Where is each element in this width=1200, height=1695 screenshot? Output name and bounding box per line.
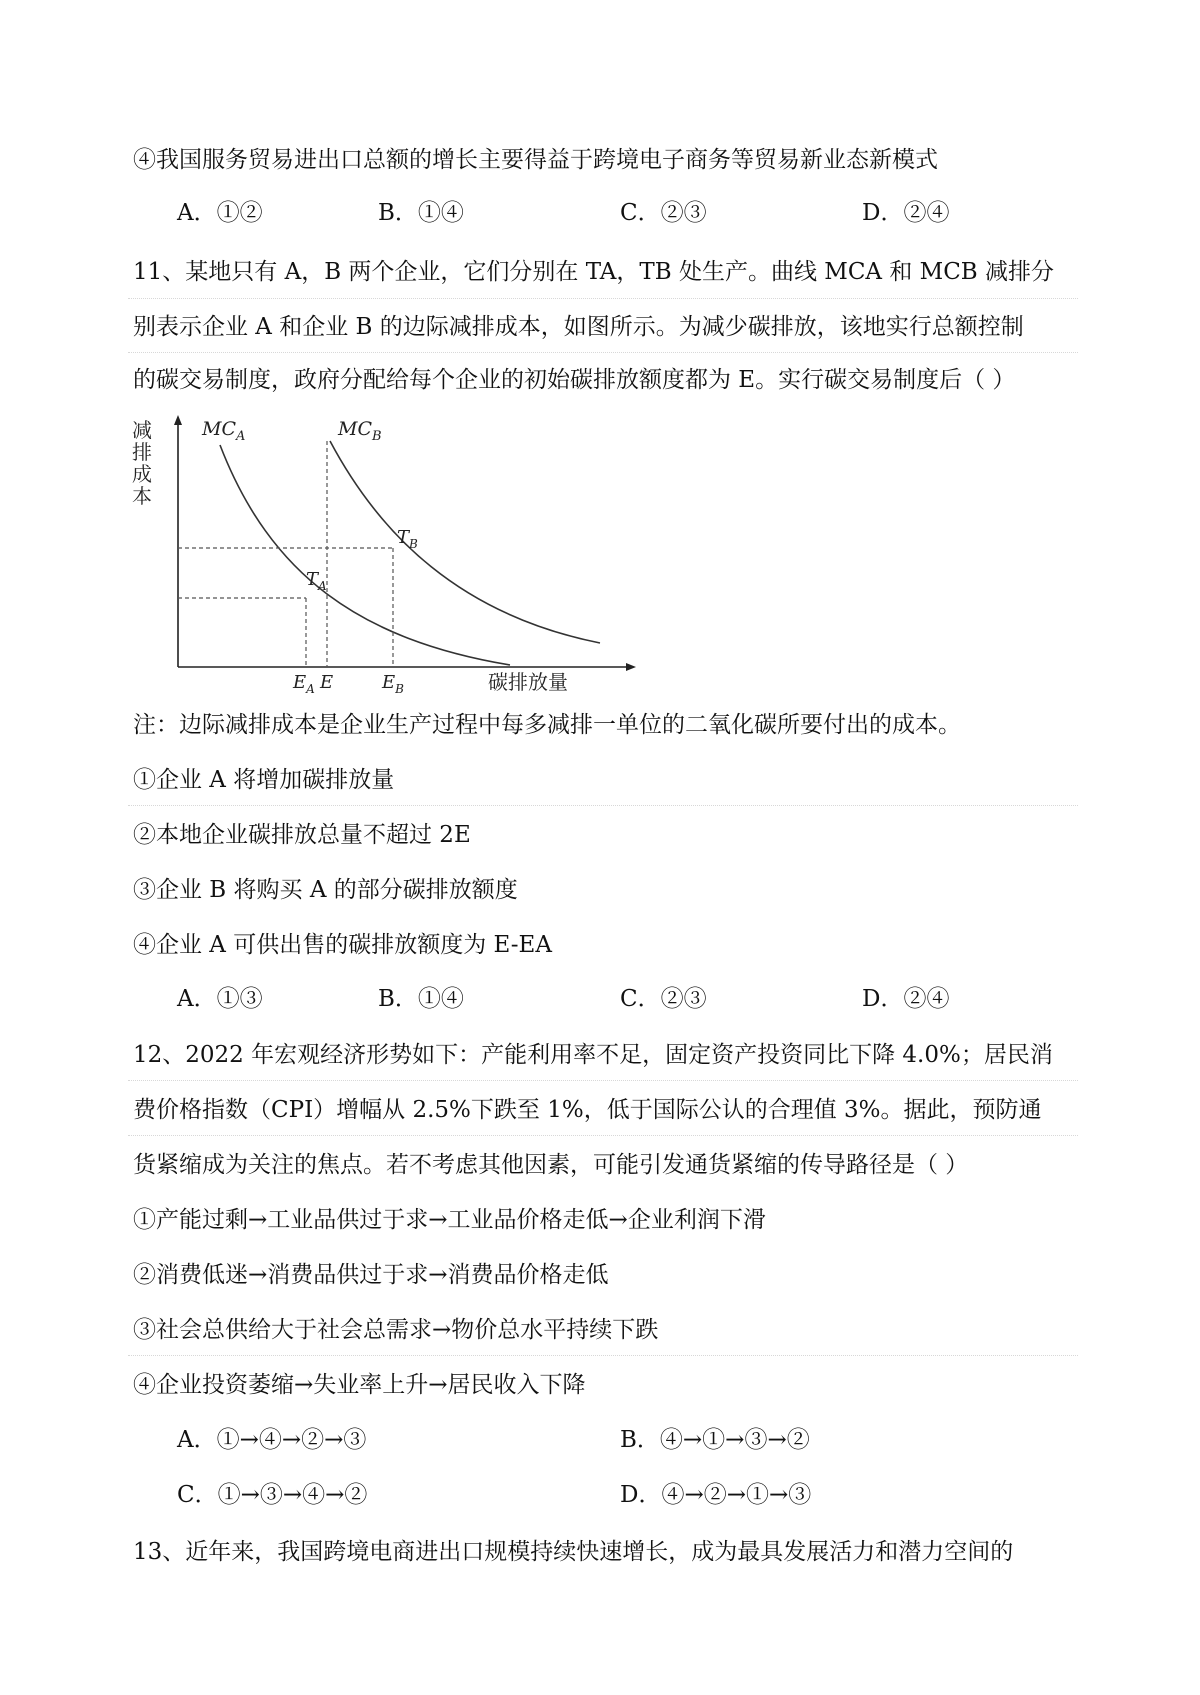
label-mca: $MC_A$ [202, 418, 246, 444]
label-ta: $T_A$ [306, 569, 327, 593]
tick-ea: $E_A$ [293, 672, 315, 696]
divider [128, 1080, 1078, 1081]
x-axis-arrow [626, 663, 636, 671]
q12-option-c: C．①→③→④→② [177, 1482, 368, 1508]
q11-stem-line-2: 别表示企业 A 和企业 B 的边际减排成本，如图所示。为减少碳排放，该地实行总额控制 [133, 314, 1024, 340]
x-axis-label: 碳排放量 [488, 670, 568, 694]
q12-item-1: ①产能过剩→工业品供过于求→工业品价格走低→企业利润下滑 [133, 1207, 766, 1233]
abatement-cost-diagram [130, 415, 650, 700]
q11-item-3: ③企业 B 将购买 A 的部分碳排放额度 [133, 877, 518, 903]
y-axis-label-char: 排 [132, 440, 152, 464]
q10-option-a: A．①② [177, 200, 263, 226]
q11-option-d: D．②④ [862, 986, 950, 1012]
divider [128, 298, 1078, 299]
q11-stem-line-1: 11、某地只有 A，B 两个企业，它们分别在 TA，TB 处生产。曲线 MCA 和 MCB 减排分 [133, 259, 1055, 285]
q10-option-b: B．①④ [378, 200, 464, 226]
divider [128, 1355, 1078, 1356]
tick-eb: $E_B$ [382, 672, 404, 696]
q11-option-c: C．②③ [620, 986, 707, 1012]
divider [128, 805, 1078, 806]
q12-option-d: D．④→②→①→③ [620, 1482, 812, 1508]
curve-mca [220, 445, 510, 665]
label-mcb: $MC_B$ [338, 418, 382, 444]
q11-item-2: ②本地企业碳排放总量不超过 2E [133, 822, 471, 848]
q13-stem-line-1: 13、近年来，我国跨境电商进出口规模持续快速增长，成为最具发展活力和潜力空间的 [133, 1539, 1014, 1565]
q12-stem-line-3: 货紧缩成为关注的焦点。若不考虑其他因素，可能引发通货紧缩的传导路径是（ ） [133, 1152, 969, 1178]
y-axis-arrow [174, 415, 182, 425]
tick-e: E [320, 672, 334, 693]
y-axis-label-char: 本 [132, 484, 152, 508]
q10-option-d: D．②④ [862, 200, 950, 226]
q11-option-a: A．①③ [177, 986, 263, 1012]
q10-option-c: C．②③ [620, 200, 707, 226]
q11-option-b: B．①④ [378, 986, 464, 1012]
q12-item-3: ③社会总供给大于社会总需求→物价总水平持续下跌 [133, 1317, 659, 1343]
y-axis-label-char: 减 [132, 418, 152, 442]
label-tb: $T_B$ [397, 527, 418, 551]
q12-stem-line-2: 费价格指数（CPI）增幅从 2.5%下跌至 1%，低于国际公认的合理值 3%。据此，预防通 [133, 1097, 1042, 1123]
q10-item-4: ④我国服务贸易进出口总额的增长主要得益于跨境电子商务等贸易新业态新模式 [133, 147, 938, 173]
curve-mcb [330, 441, 600, 643]
q12-item-4: ④企业投资萎缩→失业率上升→居民收入下降 [133, 1372, 586, 1398]
q12-stem-line-1: 12、2022 年宏观经济形势如下：产能利用率不足，固定资产投资同比下降 4.0%；居民消 [133, 1042, 1053, 1068]
y-axis-label-char: 成 [132, 462, 152, 486]
q12-option-a: A．①→④→②→③ [177, 1427, 367, 1453]
divider [128, 1135, 1078, 1136]
divider [128, 352, 1078, 353]
q12-option-b: B．④→①→③→② [620, 1427, 810, 1453]
q11-item-1: ①企业 A 将增加碳排放量 [133, 767, 395, 793]
q12-item-2: ②消费低迷→消费品供过于求→消费品价格走低 [133, 1262, 609, 1288]
q11-note: 注：边际减排成本是企业生产过程中每多减排一单位的二氧化碳所要付出的成本。 [133, 712, 961, 738]
q11-stem-line-3: 的碳交易制度，政府分配给每个企业的初始碳排放额度都为 E。实行碳交易制度后（ ） [133, 367, 1016, 393]
q11-item-4: ④企业 A 可供出售的碳排放额度为 E-EA [133, 932, 552, 958]
